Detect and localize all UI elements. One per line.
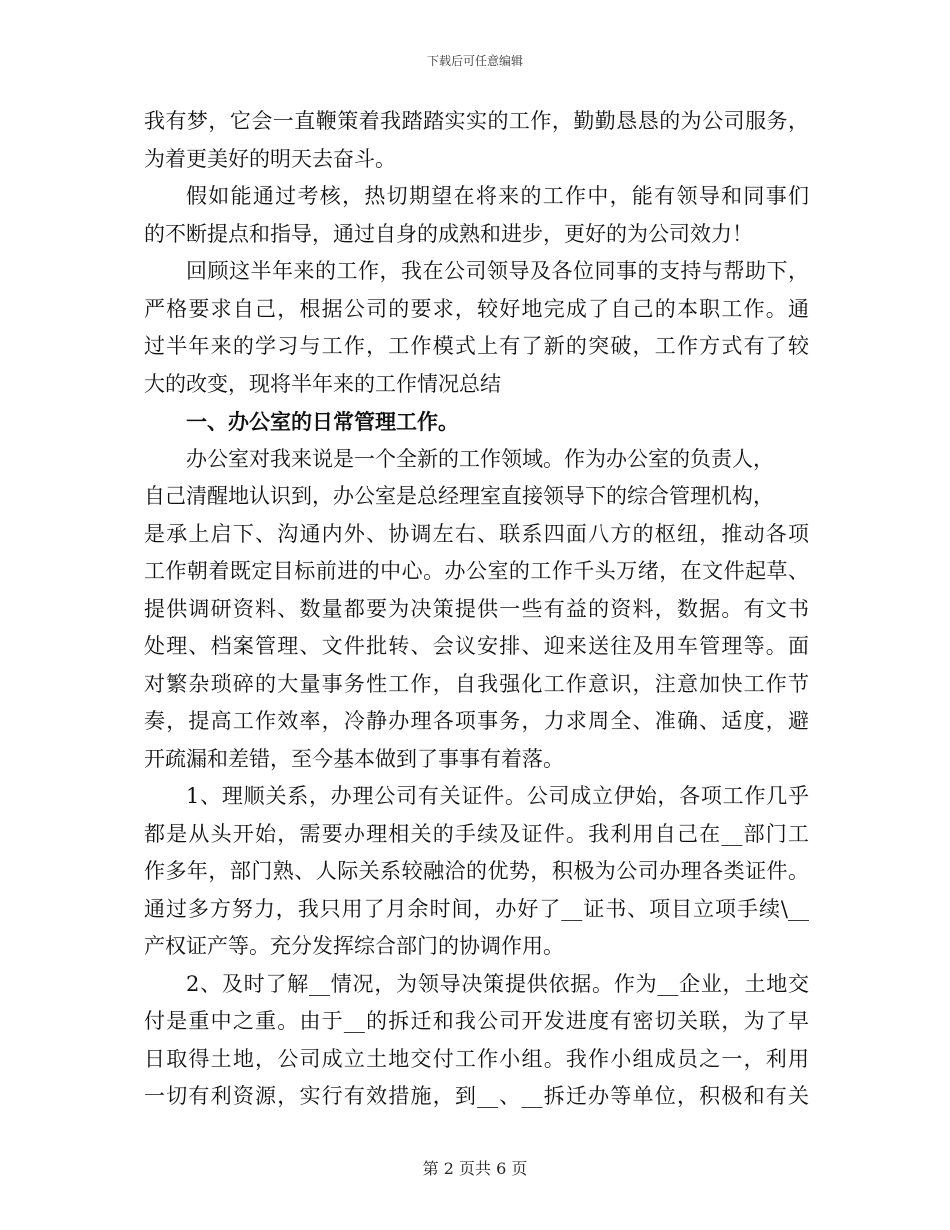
paragraph-line: 我有梦，它会一直鞭策着我踏踏实实的工作，勤勤恳恳的为公司服务， — [144, 109, 809, 133]
paragraph-line: 通过多方努力，我只用了月余时间，办好了__证书、项目立项手续\__ — [144, 896, 809, 921]
paragraph-line: 的不断提点和指导，通过自身的成熟和进步，更好的为公司效力！ — [144, 221, 753, 246]
section-heading: 一、办公室的日常管理工作。 — [186, 409, 459, 434]
paragraph-line: 一切有利资源，实行有效措施，到__、__拆迁办等单位，积极和有关 — [144, 1084, 809, 1108]
paragraph-line: 日取得土地，公司成立土地交付工作小组。我作小组成员之一，利用 — [144, 1046, 809, 1071]
paragraph-line: 回顾这半年来的工作，我在公司领导及各位同事的支持与帮助下， — [186, 259, 809, 283]
paragraph-line: 假如能通过考核，热切期望在将来的工作中，能有领导和同事们 — [186, 184, 809, 208]
paragraph-line: 工作朝着既定目标前进的中心。办公室的工作千头万绪，在文件起草、 — [144, 559, 809, 583]
paragraph-line: 都是从头开始，需要办理相关的手续及证件。我利用自己在__部门工 — [144, 821, 809, 846]
paragraph-line: 提供调研资料、数量都要为决策提供一些有益的资料，数据。有文书 — [144, 596, 809, 621]
paragraph-line: 是承上启下、沟通内外、协调左右、联系四面八方的枢纽，推动各项 — [144, 521, 809, 546]
paragraph-line: 严格要求自己，根据公司的要求，较好地完成了自己的本职工作。通 — [144, 296, 809, 321]
page-footer: 第 2 页共 6 页 — [422, 1159, 528, 1178]
paragraph-line: 过半年来的学习与工作，工作模式上有了新的突破，工作方式有了较 — [144, 334, 809, 358]
paragraph-line: 奏，提高工作效率，冷静办理各项事务，力求周全、准确、适度，避 — [144, 709, 809, 733]
paragraph-line: 1、理顺关系，办理公司有关证件。公司成立伊始，各项工作几乎 — [186, 784, 809, 808]
paragraph-line: 大的改变，现将半年来的工作情况总结 — [144, 371, 501, 396]
paragraph-line: 办公室对我来说是一个全新的工作领域。作为办公室的负责人， — [186, 446, 774, 471]
paragraph-line: 付是重中之重。由于__的拆迁和我公司开发进度有密切关联，为了早 — [144, 1009, 809, 1033]
paragraph-line: 自己清醒地认识到，办公室是总经理室直接领导下的综合管理机构， — [144, 484, 774, 508]
paragraph-line: 2、及时了解__情况，为领导决策提供依据。作为__企业，土地交 — [186, 971, 809, 996]
page-header: 下载后可任意编辑 — [426, 54, 523, 68]
paragraph-line: 为着更美好的明天去奋斗。 — [144, 146, 396, 171]
document-body — [144, 103, 809, 1116]
paragraph-line: 对繁杂琐碎的大量事务性工作，自我强化工作意识，注意加快工作节 — [144, 671, 809, 696]
paragraph-line: 产权证产等。充分发挥综合部门的协调作用。 — [144, 934, 564, 958]
paragraph-line: 开疏漏和差错，至今基本做到了事事有着落。 — [144, 746, 564, 771]
paragraph-line: 处理、档案管理、文件批转、会议安排、迎来送往及用车管理等。面 — [144, 634, 809, 658]
paragraph-line: 作多年，部门熟、人际关系较融洽的优势，积极为公司办理各类证件。 — [144, 859, 809, 883]
